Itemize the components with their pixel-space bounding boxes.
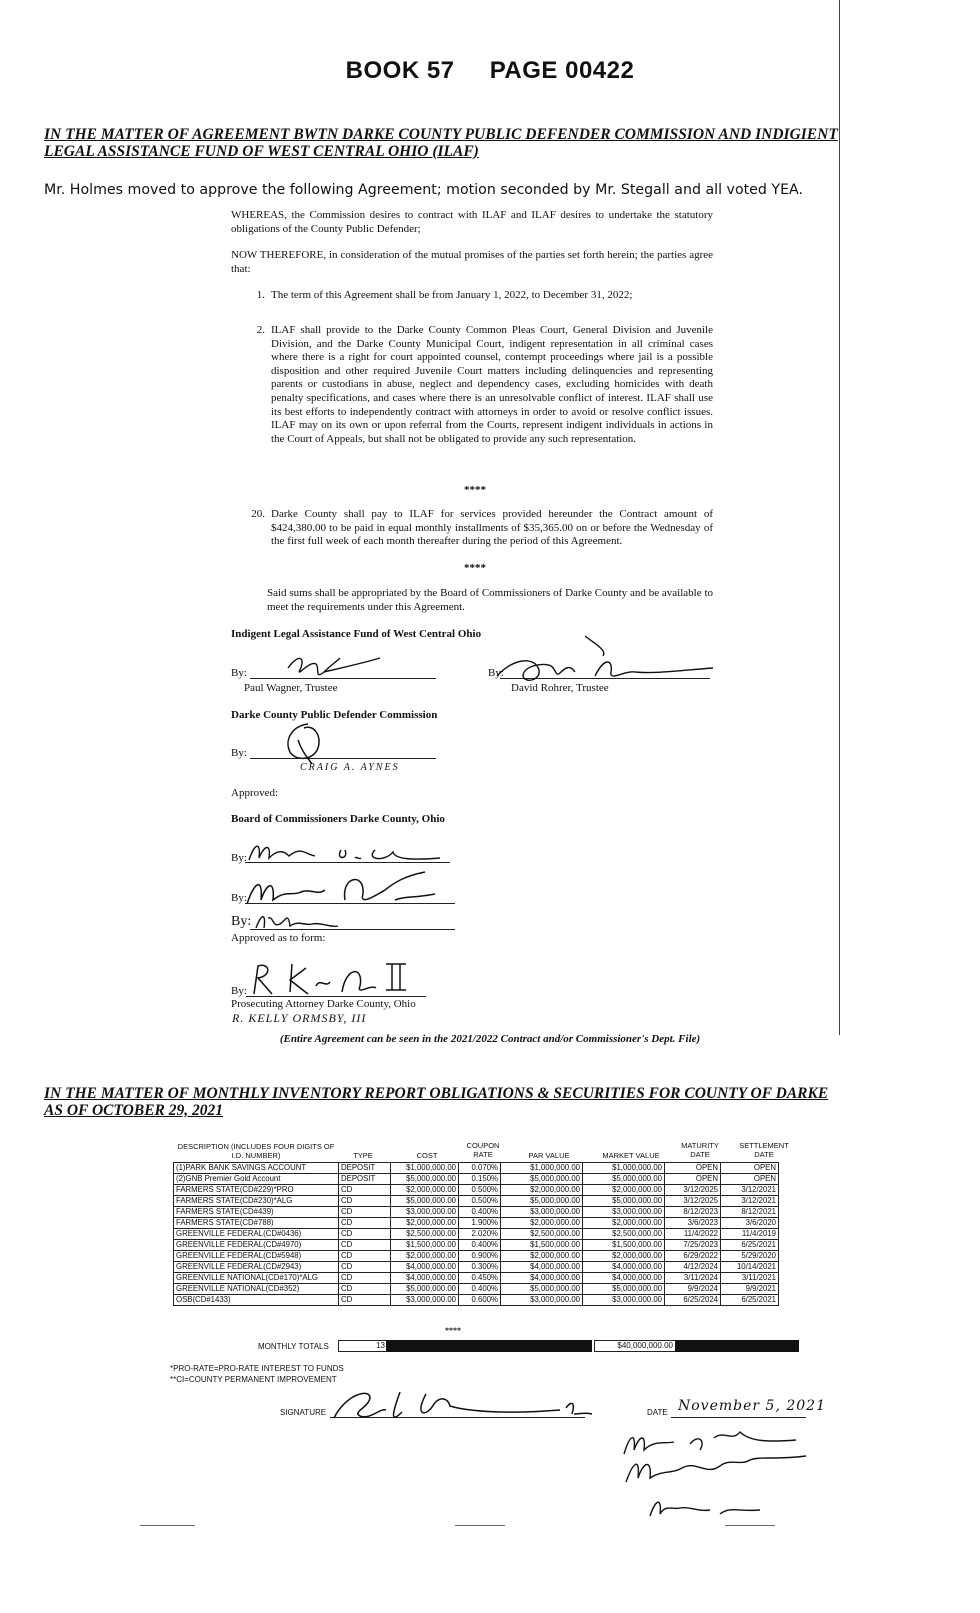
table-cell-par: $2,000,000.00 [501,1218,583,1229]
table-cell-cost: $4,000,000.00 [391,1273,459,1284]
by-label: By: [231,892,247,904]
footnote-ci: **CI=COUNTY PERMANENT IMPROVEMENT [170,1375,337,1384]
page-number: PAGE 00422 [489,57,635,84]
table-cell-cost: $1,500,000.00 [391,1240,459,1251]
table-cell-market: $3,000,000.00 [583,1295,665,1306]
section-break-stars: **** [464,484,486,496]
table-cell-desc: OSB(CD#1433) [174,1295,339,1306]
table-cell-maturity: 9/9/2024 [665,1284,721,1295]
agreement-item-1 [237,289,713,303]
col-header-maturity-date: MATURITY DATE [681,1141,719,1159]
table-cell-par: $5,000,000.00 [501,1174,583,1185]
signer-rohrer-name: David Rohrer, Trustee [511,682,609,694]
table-cell-settlement: 3/11/2021 [721,1273,779,1284]
table-cell-market: $5,000,000.00 [583,1174,665,1185]
signature-rohrer-mark [495,632,720,687]
table-row [174,1240,779,1251]
table-cell-type: CD [339,1185,391,1196]
table-cell-cost: $2,500,000.00 [391,1229,459,1240]
table-cell-cost: $5,000,000.00 [391,1174,459,1185]
table-cell-rate: 0.500% [459,1185,501,1196]
col-header-type: TYPE [353,1151,373,1160]
motion-text: Mr. Holmes moved to approve the following Agreement; motion seconded by Mr. Stegall and all voted YEA. [44,182,804,198]
inventory-table [173,1162,779,1306]
table-cell-type: CD [339,1229,391,1240]
table-cell-rate: 2.020% [459,1229,501,1240]
prosecutor-handwriting: R. KELLY ORMSBY, III [232,1011,367,1025]
by-label: By: [231,914,252,929]
table-cell-type: CD [339,1273,391,1284]
table-cell-type: DEPOSIT [339,1163,391,1174]
agreement-item-20 [237,508,713,549]
signature-treasurer-mark [330,1384,595,1424]
table-cell-settlement: 3/12/2021 [721,1196,779,1207]
table-cell-market: $2,500,000.00 [583,1229,665,1240]
monthly-totals-count: 13 [338,1340,388,1352]
item-text: The term of this Agreement shall be from January 1, 2022, to December 31, 2022; [271,289,633,301]
table-cell-par: $1,000,000.00 [501,1163,583,1174]
table-cell-type: CD [339,1262,391,1273]
pdc-signer-handwriting: CRAIG A. AYNES [300,762,400,773]
table-row [174,1273,779,1284]
table-cell-rate: 0.150% [459,1174,501,1185]
entire-agreement-note: (Entire Agreement can be seen in the 2021/2022 Contract and/or Commissioner's Dept. File) [279,1033,701,1045]
col-header-cost: COST [416,1151,438,1160]
table-cell-rate: 0.400% [459,1207,501,1218]
item-text: Darke County shall pay to ILAF for services provided hereunder the Contract amount of $424,380.00 to be paid in equal monthly installments of $35,365.00 on or before the Wednesday of the first full week of each month thereafter during the period of this Agreement. [271,508,713,548]
signature-prosecutor-mark [246,958,416,1000]
table-cell-type: CD [339,1218,391,1229]
said-sums-clause: Said sums shall be appropriated by the Board of Commissioners of Darke County and be available to meet the requirements under this Agreement. [267,587,713,613]
table-cell-desc: GREENVILLE NATIONAL(CD#352) [174,1284,339,1295]
signature-commissioner2-mark [245,866,445,910]
table-cell-maturity: 6/29/2022 [665,1251,721,1262]
table-cell-par: $1,500,000.00 [501,1240,583,1251]
agreement-item-2 [237,324,713,446]
scan-mark [725,1525,775,1526]
table-cell-type: CD [339,1251,391,1262]
table-cell-settlement: 11/4/2019 [721,1229,779,1240]
table-cell-maturity: 7/25/2023 [665,1240,721,1251]
ilaf-label: Indigent Legal Assistance Fund of West Central Ohio [231,628,482,640]
scan-mark [140,1525,195,1526]
signature-commissioner1-mark [245,838,445,866]
date-label: DATE [647,1408,668,1417]
table-cell-market: $1,000,000.00 [583,1163,665,1174]
table-cell-par: $2,000,000.00 [501,1251,583,1262]
table-row [174,1262,779,1273]
table-cell-settlement: 3/12/2021 [721,1185,779,1196]
table-cell-par: $2,500,000.00 [501,1229,583,1240]
agreement-heading [44,126,924,160]
table-cell-par: $2,000,000.00 [501,1185,583,1196]
table-cell-cost: $5,000,000.00 [391,1196,459,1207]
table-row [174,1207,779,1218]
agreement-heading-line2: LEGAL ASSISTANCE FUND OF WEST CENTRAL OHIO (ILAF) [44,143,479,160]
table-cell-settlement: OPEN [721,1163,779,1174]
table-cell-type: CD [339,1295,391,1306]
table-cell-cost: $2,000,000.00 [391,1251,459,1262]
inventory-heading [44,1085,924,1119]
table-cell-rate: 0.600% [459,1295,501,1306]
table-row [174,1295,779,1306]
table-cell-market: $2,000,000.00 [583,1251,665,1262]
table-cell-rate: 0.400% [459,1284,501,1295]
table-cell-market: $5,000,000.00 [583,1196,665,1207]
whereas-clause: WHEREAS, the Commission desires to contract with ILAF and ILAF desires to undertake the statutory obligations of the County Public Defender; [231,209,713,235]
table-cell-cost: $1,000,000.00 [391,1163,459,1174]
table-cell-maturity: 3/12/2025 [665,1185,721,1196]
commissioners-initials-mark [620,1420,820,1540]
col-header-market-value: MARKET VALUE [602,1151,660,1160]
table-cell-rate: 0.450% [459,1273,501,1284]
table-cell-par: $4,000,000.00 [501,1273,583,1284]
signature-pdc-mark [278,718,338,768]
item-number: 1. [256,289,265,301]
signature-commissioner3-mark [252,906,342,932]
table-row [174,1218,779,1229]
table-cell-rate: 0.400% [459,1240,501,1251]
agreement-heading-line1: IN THE MATTER OF AGREEMENT BWTN DARKE COUNTY PUBLIC DEFENDER COMMISSION AND INDIGIENT [44,126,838,143]
table-cell-par: $4,000,000.00 [501,1262,583,1273]
table-cell-rate: 0.500% [459,1196,501,1207]
table-row [174,1284,779,1295]
table-row [174,1229,779,1240]
table-cell-market: $4,000,000.00 [583,1262,665,1273]
col-header-settlement-date: SETTLEMENT DATE [739,1141,789,1159]
inventory-table-body [174,1163,779,1306]
table-cell-settlement: 5/29/2020 [721,1251,779,1262]
table-end-stars: **** [445,1326,461,1335]
item-number: 20. [251,508,265,520]
table-cell-type: CD [339,1196,391,1207]
table-cell-settlement: 9/9/2021 [721,1284,779,1295]
prosecutor-title: Prosecuting Attorney Darke County, Ohio [231,998,416,1010]
table-row [174,1251,779,1262]
table-cell-desc: FARMERS STATE(CD#229)*PRO [174,1185,339,1196]
by-label: By: [231,747,247,759]
by-label: By: [231,985,247,997]
table-cell-settlement: 6/25/2021 [721,1295,779,1306]
table-cell-maturity: 8/12/2023 [665,1207,721,1218]
table-cell-cost: $5,000,000.00 [391,1284,459,1295]
table-cell-settlement: OPEN [721,1174,779,1185]
approved-as-to-form-label: Approved as to form: [231,932,326,944]
table-cell-type: CD [339,1240,391,1251]
table-cell-settlement: 3/6/2020 [721,1218,779,1229]
table-cell-rate: 0.900% [459,1251,501,1262]
table-cell-desc: GREENVILLE NATIONAL(CD#170)*ALG [174,1273,339,1284]
date-line [671,1417,806,1418]
col-header-coupon-rate: COUPON RATE [466,1141,500,1159]
table-cell-market: $4,000,000.00 [583,1273,665,1284]
table-row [174,1163,779,1174]
table-cell-type: CD [339,1284,391,1295]
approved-label: Approved: [231,787,279,799]
totals-redaction-bar [386,1340,592,1352]
table-cell-maturity: OPEN [665,1174,721,1185]
page-header [0,57,980,85]
by-label: By: [231,852,247,864]
table-cell-desc: GREENVILLE FEDERAL(CD#0436) [174,1229,339,1240]
table-cell-desc: GREENVILLE FEDERAL(CD#2943) [174,1262,339,1273]
table-cell-desc: FARMERS STATE(CD#230)*ALG [174,1196,339,1207]
table-cell-rate: 1.900% [459,1218,501,1229]
table-cell-desc: GREENVILLE FEDERAL(CD#5948) [174,1251,339,1262]
table-cell-settlement: 10/14/2021 [721,1262,779,1273]
table-cell-par: $3,000,000.00 [501,1295,583,1306]
table-cell-desc: GREENVILLE FEDERAL(CD#4970) [174,1240,339,1251]
table-cell-desc: FARMERS STATE(CD#788) [174,1218,339,1229]
col-header-description: DESCRIPTION (INCLUDES FOUR DIGITS OF I.D. NUMBER) [177,1142,335,1160]
book-number: BOOK 57 [345,57,455,84]
signer-wagner-name: Paul Wagner, Trustee [244,682,338,694]
footnote-pro-rate: *PRO-RATE=PRO-RATE INTEREST TO FUNDS [170,1364,344,1373]
table-row [174,1196,779,1207]
table-cell-settlement: 8/12/2021 [721,1207,779,1218]
table-cell-maturity: 4/12/2024 [665,1262,721,1273]
table-cell-type: CD [339,1207,391,1218]
date-handwriting: November 5, 2021 [678,1398,826,1414]
by-label: By: [488,667,504,679]
scan-mark [455,1525,505,1526]
table-cell-cost: $4,000,000.00 [391,1262,459,1273]
item-text: ILAF shall provide to the Darke County Common Pleas Court, General Division and Juvenile Division, and the Darke County Municipal Court, indigent representation in all criminal cases where there is a right for court appointed counsel, contempt proceedings where jail is a possible disposition and other required Juvenile Court matters including delinquencies and representing parents or custodians in abuse, neglect and dependency cases, excluding homicides with death penalty specifications, and cases where there is an unresolvable conflict of interest. ILAF shall use its best efforts to independently contract with attorneys in order to avoid or resolve conflict issues. ILAF may on its own or upon referral from the Courts, represent indigent individuals in actions in the Court of Appeals, but shall not be obligated to provide any such representation. [271,324,713,445]
table-cell-maturity: 3/6/2023 [665,1218,721,1229]
table-cell-maturity: OPEN [665,1163,721,1174]
table-cell-maturity: 3/12/2025 [665,1196,721,1207]
table-cell-rate: 0.070% [459,1163,501,1174]
table-cell-par: $3,000,000.00 [501,1207,583,1218]
table-cell-market: $1,500,000.00 [583,1240,665,1251]
monthly-totals-label: MONTHLY TOTALS [258,1342,329,1351]
table-cell-par: $5,000,000.00 [501,1284,583,1295]
table-cell-maturity: 11/4/2022 [665,1229,721,1240]
board-label: Board of Commissioners Darke County, Ohio [231,813,445,825]
inventory-heading-line2: AS OF OCTOBER 29, 2021 [44,1102,224,1119]
table-cell-desc: FARMERS STATE(CD#439) [174,1207,339,1218]
table-cell-market: $3,000,000.00 [583,1207,665,1218]
table-row [174,1185,779,1196]
table-cell-maturity: 3/11/2024 [665,1273,721,1284]
monthly-totals-market: $40,000,000.00 [594,1340,676,1352]
table-cell-par: $5,000,000.00 [501,1196,583,1207]
pdc-label: Darke County Public Defender Commission [231,709,438,721]
signature-label: SIGNATURE [280,1408,327,1417]
section-break-stars: **** [464,562,486,574]
table-cell-market: $5,000,000.00 [583,1284,665,1295]
table-cell-market: $2,000,000.00 [583,1218,665,1229]
table-cell-cost: $3,000,000.00 [391,1207,459,1218]
table-cell-type: DEPOSIT [339,1174,391,1185]
table-cell-maturity: 6/25/2024 [665,1295,721,1306]
table-cell-cost: $2,000,000.00 [391,1218,459,1229]
totals-redaction-bar [675,1340,799,1352]
table-cell-cost: $2,000,000.00 [391,1185,459,1196]
now-therefore-clause: NOW THEREFORE, in consideration of the mutual promises of the parties set forth herein; the parties agree that: [231,249,713,275]
table-cell-cost: $3,000,000.00 [391,1295,459,1306]
table-cell-desc: (1)PARK BANK SAVINGS ACCOUNT [174,1163,339,1174]
table-cell-settlement: 6/25/2021 [721,1240,779,1251]
item-number: 2. [256,324,265,336]
signature-wagner-mark [280,650,390,684]
col-header-par-value: PAR VALUE [528,1151,570,1160]
table-row [174,1174,779,1185]
table-cell-market: $2,000,000.00 [583,1185,665,1196]
inventory-heading-line1: IN THE MATTER OF MONTHLY INVENTORY REPORT OBLIGATIONS & SECURITIES FOR COUNTY OF DARKE [44,1085,829,1102]
by-label: By: [231,667,247,679]
table-cell-desc: (2)GNB Premier Gold Account [174,1174,339,1185]
table-cell-rate: 0.300% [459,1262,501,1273]
